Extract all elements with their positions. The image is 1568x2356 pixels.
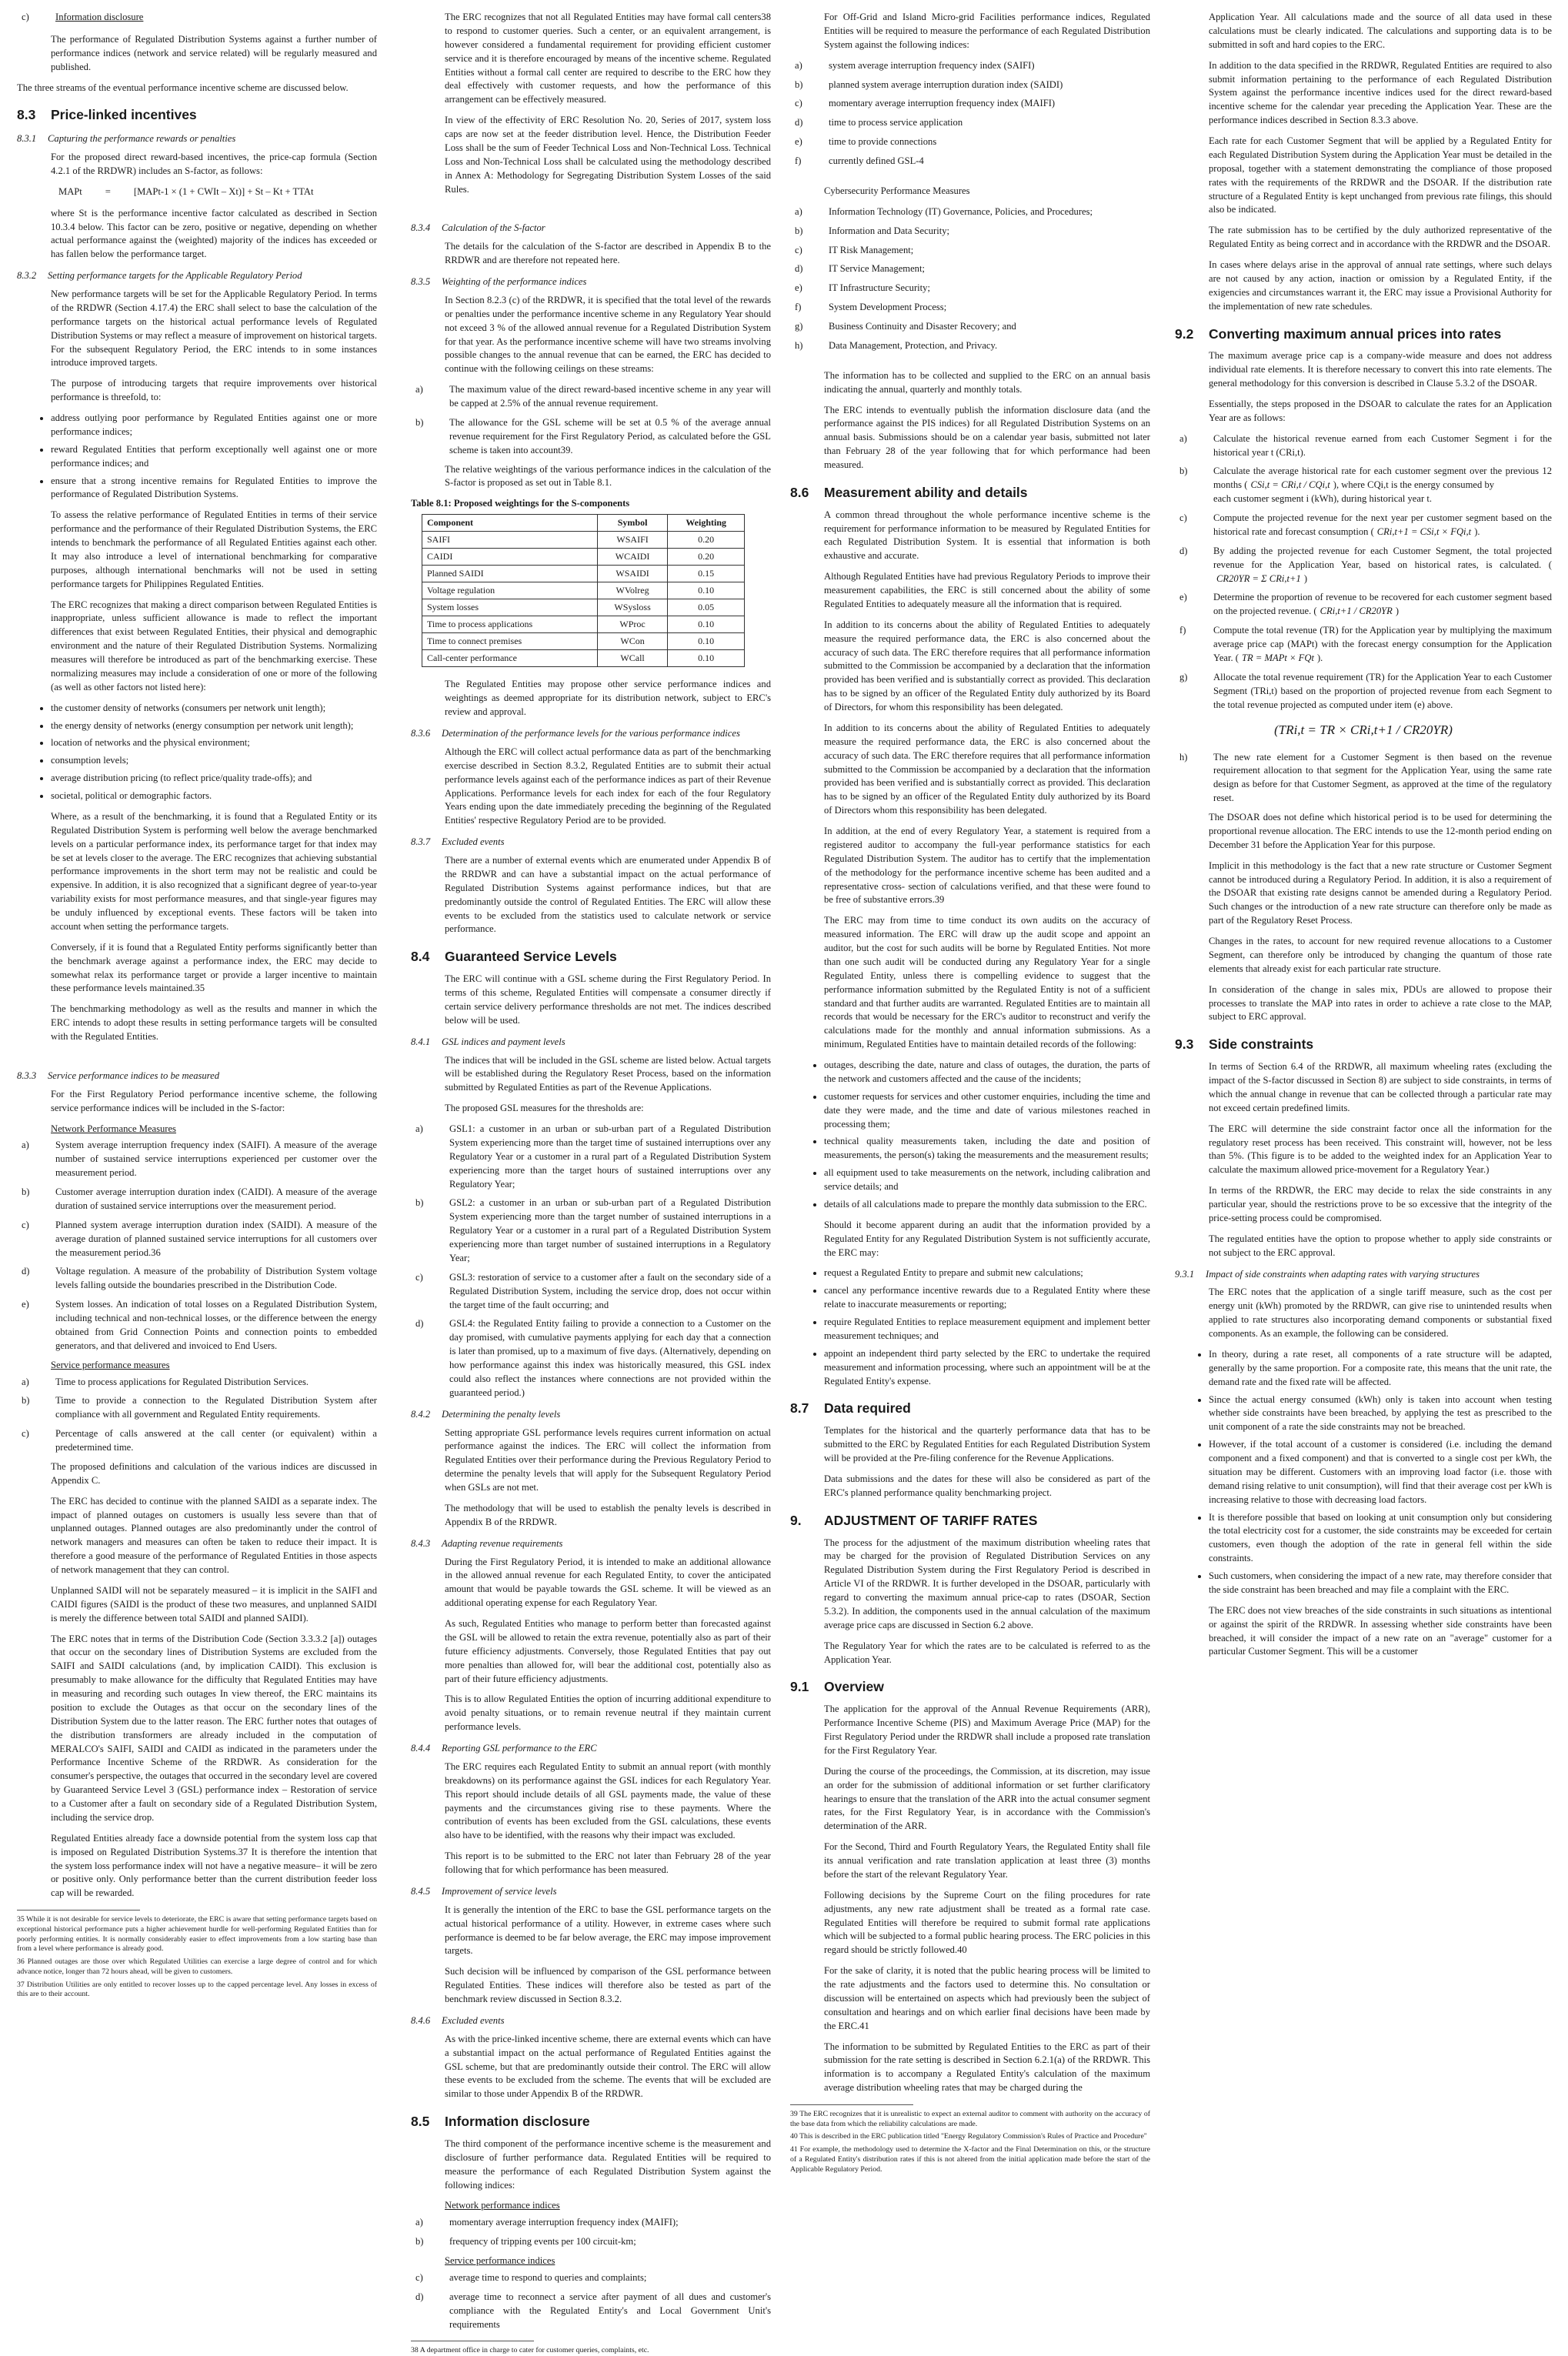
list-heading: Service performance measures [51,1359,170,1370]
section-heading: 9.2 Converting maximum annual prices into rates [1175,325,1502,342]
list-item: d) average time to reconnect a service after payment of all dues and customer's compliance with the Regulated Entity's and Local Government Unit's requirements [415,2291,771,2330]
paragraph: The three streams of the eventual performance incentive scheme are discussed below. [17,82,349,93]
paragraph: In terms of the RRDWR, the ERC may decide to relax the side constraints in any particular year, should the restrictions prove to be so excessive that the integrity of the price-setting process could be compromised. [1209,1185,1552,1223]
section-heading: 9.3 Side constraints [1175,1036,1314,1053]
paragraph: The proposed definitions and calculation of the various indices are discussed in Appendix C. [51,1460,377,1486]
section-heading: 8.7 Data required [790,1400,911,1417]
list-item: b) Calculate the average historical rate for each customer segment over the previous 12 months ( CSi,t = CRi,t / CQi,t ), where CQi,t is the energy consumed by each customer segment i (kWh), during historical year t. [1179,466,1552,505]
list-item: • details of all calculations made to prepare the monthly data submission to the ERC. [824,1198,1150,1212]
list-item: b) Customer average interruption duration index (CAIDI). A measure of the average duration of sustained service interruptions over the measurement period. [22,1186,377,1211]
paragraph: There are a number of external events which are enumerated under Appendix B of the RRDWR and can have a substantial impact on the actual performance of Regulated Distribution Systems against performance indices, but that are predominantly outside the control of Regulated Entities. The ERC will allow these events to be excluded from the statistics used to calculate network or service performance. [445,855,771,935]
column-3 [790,11,1150,2311]
column-2 [411,11,771,2355]
paragraph: The process for the adjustment of the maximum distribution wheeling rates that may be charged for the provision of Regulated Distribution Services on any Regulated Distribution System during the First Regulatory Period is described in Article VI of the RRDWR. It is further developed in the DSOAR, particularly with regard to converting the maximum annual price-cap to rates (DSOAR, Section 5.3.2). In addition, the components used in the annual calculation of the maximum average price caps are discussed in Section 6.2 above. [824,1537,1150,1630]
paragraph: The ERC may from time to time conduct its own audits on the accuracy of measured information. The ERC will draw up the audit scope and appoint an auditor, but the cost for such audits will be borne by Regulated Entities. Not more than one such audit will be conducted during any Regulatory Year for a single Regulated Entity, unless there is compelling evidence to suggest that the performance information submitted by the Regulated Entity is not of a sufficient standard and that further audits are warranted. Regulated Entities are to maintain all records that would be necessary for the ERC's auditor to reconstruct and verify the calculations made for the monthly and annual information submissions. As a minimum, Regulated Entities have to maintain detailed records of the following: [824,915,1150,1050]
subsection-heading: 8.3.7 Excluded events [411,836,505,848]
paragraph: It is generally the intention of the ERC to base the GSL performance targets on the actual historical performance of a utility. However, in extreme cases where such performance is deemed to be far below average, the ERC may impose improvement targets. [445,1904,771,1957]
list-item: c) GSL3: restoration of service to a customer after a fault on the secondary side of a Regulated Distribution System, including the service drop, does not occur within the target time of the fault occurring; and [415,1271,771,1310]
paragraph: The ERC has decided to continue with the planned SAIDI as a separate index. The impact of planned outages on customers is usually less severe than that of unplanned outages. Planned outages are also predominantly under the control of network managers and measures can often be taken to reduce their impact. It is therefore a good measure of the performance of Regulated Entities in those aspects of network management that they can control. [51,1495,377,1576]
paragraph: This report is to be submitted to the ERC not later than February 28 of the year following that for which performance has been measured. [445,1850,771,1875]
paragraph: For the Second, Third and Fourth Regulatory Years, the Regulated Entity shall file its annual verification and rate translation application at least three (3) months before the start of the relevant Regulatory Year. [824,1841,1150,1880]
list-item: • In theory, during a rate reset, all components of a rate structure will be adapted, generally by the same proportion. For a composite rate, this means that the unit rate, the demand rate and the fixed rate will be affected. [1209,1348,1552,1390]
list-item: • the energy density of networks (energy consumption per network unit length); [51,719,377,733]
list-item: a) system average interruption frequency index (SAIFI) [795,59,1035,71]
footnote: 40 This is described in the ERC publication titled "Energy Regulatory Commission's Rules of Practice and Procedure" [790,2132,1147,2141]
list-item: f) currently defined GSL-4 [795,155,924,166]
list-heading: Network performance indices [445,2200,560,2211]
paragraph: The application for the approval of the Annual Revenue Requirements (ARR), Performance Incentive Scheme (PIS) and Maximum Average Price (MAP) for the First Regulatory Period under the RRDWR shall include a proposed rate translation for the First Regulatory Year. [824,1704,1150,1756]
paragraph: The relative weightings of the various performance indices in the calculation of the S-factor is proposed as set out in Table 8.1. [445,463,771,489]
list-item: a) Information Technology (IT) Governance, Policies, and Procedures; [795,205,1093,217]
footnote: 39 The ERC recognizes that it is unrealistic to expect an external auditor to comment with authority on the accuracy of the base data from which the reliability calculations are made. [790,2110,1150,2128]
list-item: a) The maximum value of the direct reward-based incentive scheme in any year will be capped at 2.5% of the annual revenue requirement. [415,384,771,409]
paragraph: Following decisions by the Supreme Court on the filing procedures for rate adjustments, any new rate adjustment shall be treated as a formal rate case. Regulated Entities will therefore be required to submit formal rate applications which will be subjected to a formal public hearing process. The ERC policies in this regard should be strictly followed.40 [824,1889,1151,1956]
paragraph: Data submissions and the dates for these will also be considered as part of the ERC's planned performance quality benchmarking project. [824,1473,1150,1498]
list-item: • appoint an independent third party selected by the ERC to undertake the required measurement and information processing, where such an appointment will be at the Regulated Entity's expense. [824,1347,1150,1389]
section-heading: 8.5 Information disclosure [411,2114,590,2130]
list-item: b) frequency of tripping events per 100 circuit-km; [415,2236,636,2248]
subsection-heading: 8.3.2 Setting performance targets for the Applicable Regulatory Period [17,270,302,282]
list-item: d) Voltage regulation. A measure of the probability of Distribution System voltage levels falling outside the boundaries prescribed in the Distribution Code. [22,1266,377,1291]
list-item: h) The new rate element for a Customer Segment is then based on the revenue requirement allocation to that segment for the Application Year, using the same rate design as before for that Customer Segment, as approved at the time of the regulatory reset. [1179,751,1552,804]
paragraph: The ERC does not view breaches of the side constraints in such situations as intentional or against the spirit of the RRDWR. In assessing whether side constraints have been breached, it will consider the impact of a new rate on an "average" customer for a particular Customer Segment. This will be a customer [1209,1604,1552,1657]
paragraph: For the proposed direct reward-based incentives, the price-cap formula (Section 4.2.1 of the RRDWR) includes an S-factor, as follows: [51,152,377,176]
paragraph: During the course of the proceedings, the Commission, at its discretion, may issue an order for the submission of additional information or set further clarificatory hearings to ensure that the translation of the ARR into the actual consumer segment rates, for the First Regulatory Year, is in accordance with the Commission's determination of the ARR. [824,1765,1150,1832]
list-item: • outages, describing the date, nature and class of outages, the duration, the parts of the network and customers affected and the cause of the incidents; [824,1059,1150,1086]
list-item: e) time to provide connections [795,136,937,148]
list-item: b) The allowance for the GSL scheme will be set at 0.5 % of the average annual revenue requirement for the First Regulatory Period, as calculated before the GSL scheme is taken into account39. [415,416,771,456]
list-item: g) Business Continuity and Disaster Recovery; and [795,321,1016,332]
paragraph: In addition to its concerns about the ability of Regulated Entities to adequately measure the required performance data, the ERC is also concerned about the accuracy of such data. The ERC therefore requires that all performance information submitted to the Commission be accompanied by a declaration that the information provided has been verified and is substantially correct as provided. This declaration has to be signed by an officer of the Regulated Entity duly authorized by its Board of Directors whom this responsibility has been delegated. [824,722,1150,816]
formula: CR20YR = Σ CRi,t+1 [1216,572,1301,584]
list-item: • It is therefore possible that based on looking at unit consumption only but considering the total electricity cost for a customer, the side constraints may be exceeded for certain customers, even though the adoption of the rate in general fell within the side constraints. [1209,1511,1552,1567]
list-item: c) Compute the projected revenue for the next year per customer segment based on the historical rate and forecast consumption ( CRi,t+1 = CSi,t × FQi,t ). [1175,512,1552,539]
subsection-heading: 8.4.3 Adapting revenue requirements [411,1537,563,1549]
paragraph: In cases where delays arise in the approval of annual rate settings, where such delays are not caused by any action, inaction or omission by a Regulated Entity, if the exigencies and circumstances warrant it, the ERC may issue a Provisional Authority for the implementation of new rate schedules. [1209,259,1552,312]
list-item: a) Time to process applications for Regulated Distribution Services. [22,1376,309,1387]
paragraph: Implicit in this methodology is the fact that a new rate structure or Customer Segment cannot be introduced during a Regulatory Period. In addition, it is also a requirement of the DSOAR that existing rate designs cannot be amended during a Regulatory Period. Such changes or the introduction of a new rate structure can therefore only be made as part of the Regulatory Reset Process. [1209,859,1552,926]
price-cap-formula: MAPt = [MAPt-1 × (1 + CWIt – Xt)] + St – Kt + TTAt [58,185,314,197]
paragraph: The performance of Regulated Distribution Systems against a further number of performance indices (network and service related) will be regularly measured and published. [51,33,377,72]
paragraph: The Regulatory Year for which the rates are to be calculated is referred to as the Application Year. [824,1640,1150,1665]
table-row: CAIDI WCAIDI 0.20 [422,549,745,566]
list-item: • reward Regulated Entities that perform exceptionally well against one or more performance indices; and [51,443,377,471]
paragraph: The ERC notes that in terms of the Distribution Code (Section 3.3.3.2 [a]) outages that occur on the secondary lines of Distribution Systems are excluded from the SAIFI and SAIDI calculations (and, by implication CAIDI). This exclusion is presumably to make allowance for the difficulty that Regulated Entities may have in measuring and recording such outages In view thereof, the ERC maintains its position to exclude the Outages as that occur on the secondary lines of the Distribution System due to the latter reason. The ERC further notes that outages of the distribution transformers are already included in the computation of MERALCO's SAIFI, SAIDI and CAIDI as indicated in the parameters under the Performance Incentive Scheme of the RRDWR. As consideration for the consumer's perspective, the outages that occurred in the secondary level are covered by Guaranteed Service Level 3 (GSL) performance index – Restoration of service to a Customer after a fault on secondary side of a Regulated Distribution System, including the service drop. [51,1633,377,1823]
column-1 [17,11,377,2311]
paragraph: The Regulated Entities may propose other service performance indices and weightings as deemed appropriate for its distribution network, subject to ERC's review and approval. [445,679,771,718]
paragraph: For the First Regulatory Period performance incentive scheme, the following service performance indices will be included in the S-factor: [51,1088,377,1113]
table-row: Planned SAIDI WSAIDI 0.15 [422,566,745,582]
formula: CRi,t+1 = CSi,t × FQi,t [1376,526,1472,537]
section-heading: 8.3 Price-linked incentives [17,107,197,123]
bullet-list [17,412,377,502]
paragraph: The proposed GSL measures for the thresholds are: [445,1103,644,1114]
paragraph: where St is the performance incentive factor calculated as described in Section 10.3.4 below. This factor can be zero, positive or negative, depending on whether actual performance against the (weighted) majority of the indices has exceeded or has fallen below the performance target. [51,207,377,260]
paragraph: In addition to the data specified in the RRDWR, Regulated Entities are required to also submit information pertaining to the performance of each Regulated Distribution System against the performance incentive indices used for the direct reward-based incentive scheme for the calendar year preceding the Application Year. These are the performance indices described in Section 8.3.3 above. [1209,59,1552,126]
list-item: d) By adding the projected revenue for each Customer Segment, the total projected revenue for the Application Year, based on historical rates, is calculated. (CR20YR = Σ CRi,t+1 ) [1175,545,1552,586]
paragraph: The third component of the performance incentive scheme is the measurement and disclosure of further performance data. Regulated Entities will be required to measure the performance of each Regulated Distribution System against the following indices: [445,2137,771,2191]
paragraph: The indices that will be included in the GSL scheme are listed below. Actual targets will be established during the Regulatory Reset Process, based on the information submitted by Regulated Entities as part of the Revenue Applications. [445,1054,771,1093]
list-item: • average distribution pricing (to reflect price/quality trade-offs); and [51,772,377,786]
paragraph: In terms of Section 6.4 of the RRDWR, all maximum wheeling rates (excluding the impact of the S-factor discussed in Section 8) are subject to side constraints, in terms of which the annual change in revenue that can be collected through a particular rate may not exceed certain predefined limits. [1209,1061,1552,1113]
list-item: e) Determine the proportion of revenue to be recovered for each customer segment based on the projected revenue. ( CRi,t+1 / CR20YR ) [1175,591,1552,619]
footnote: 36 Planned outages are those over which Regulated Utilities can exercise a large degree of control and for which advance notice, longer than 72 hours ahead, will be given to customers. [17,1957,377,1976]
list-item: • location of networks and the physical environment; [51,736,377,750]
paragraph: Application Year. All calculations made and the source of all data used in these calculations must be clearly indicated. The calculations and supporting data is to be submitted in soft and hard copies to the ERC. [1209,12,1552,50]
list-item: d) time to process service application [795,117,963,128]
paragraph: The ERC will continue with a GSL scheme during the First Regulatory Period. In terms of this scheme, Regulated Entities will compensate a consumer directly if certain service delivery performance thresholds are not met. The indices described below will be used. [445,973,771,1026]
bullet-list [790,1266,1150,1388]
formula: TR = MAPt × FQt [1242,652,1314,663]
table-row: Time to connect premises WCon 0.10 [422,633,745,650]
list-item: • address outlying poor performance by Regulated Entities against one or more performance indices; [51,412,377,439]
footnote-divider [790,2104,913,2105]
list-item: • Since the actual energy consumed (kWh) only is taken into account when testing whether side constraints have been breached, by applying the test as prescribed to the unit component of a rate the side constraints may not be breached. [1209,1393,1552,1435]
paragraph: The details for the calculation of the S-factor are described in Appendix B to the RRDWR and are therefore not repeated here. [445,241,771,266]
paragraph: Should it become apparent during an audit that the information provided by a Regulated Entity for any Regulated Distribution System is not sufficiently accurate, the ERC may: [824,1219,1150,1258]
list-item: • cancel any performance incentive rewards due to a Regulated Entity where these relate to inaccurate measurements or reporting; [824,1284,1150,1312]
paragraph: In addition, at the end of every Regulatory Year, a statement is required from a registered auditor to accompany the full-year performance statistics for each Regulated Distribution System. The auditor has to certify that the implementation of the methodology for the performance incentive scheme has been audited and a representative cross- section of calculations verified, and that these were found to be free of substantive errors.39 [824,826,1150,906]
weightings-table [422,514,745,667]
list-item: c) momentary average interruption frequency index (MAIFI) [795,98,1056,109]
paragraph: The benchmarking methodology as well as the results and manner in which the ERC intends to adopt these results in setting performance targets will be consulted with the Regulated Entities. [51,1003,377,1043]
list-item: • require Regulated Entities to replace measurement equipment and implement better measurement techniques; and [824,1316,1150,1343]
paragraph: This is to allow Regulated Entities the option of incurring additional expenditure to avoid penalty situations, or to remain revenue neutral if they maintain current performance levels. [445,1694,771,1733]
paragraph: The information to be submitted by Regulated Entities to the ERC as part of their submission for the rate setting is described in Section 6.2.1(a) of the RRDWR. This information is to accompany a Regulated Entity's calculation of the maximum average distribution wheeling rates that may be charged during the [824,2041,1150,2094]
list-item: f) Compute the total revenue (TR) for the Application year by multiplying the maximum average price cap (MAPt) with the forecast energy consumption for the Application Year. ( TR = MAPt × FQt ). [1175,624,1552,666]
table-row: Call-center performance WCall 0.10 [422,650,745,667]
paragraph: Such decision will be influenced by comparison of the GSL performance between Regulated Entities. These indices will therefore also be tested as part of the benchmark review discussed in Section 8.3.2. [445,1966,771,2004]
list-item: f) System Development Process; [795,302,947,313]
list-item: • the customer density of networks (consumers per network unit length); [51,702,377,716]
allocation-formula: (TRi,t = TR × CRi,t+1 / CR20YR) [1274,722,1453,738]
subsection-heading: 8.3.1 Capturing the performance rewards or penalties [17,133,236,145]
list-heading: Service performance indices [445,2255,555,2267]
paragraph: The maximum average price cap is a company-wide measure and does not address individual rate elements. It is therefore necessary to convert this into rate elements. The general methodology for this conversion is described in Clause 5.3.2 of the DSOAR. [1209,350,1552,389]
list-item: d) GSL4: the Regulated Entity failing to provide a connection to a Customer on the day promised, with cumulative payments applying for each day that a connection is later than promised, up to a maximum of five days. (Alternatively, depending on how performance against this index was historically measured, this GSL index could also reflect the instances where connections are not provided within the guaranteed period.) [415,1318,771,1398]
list-heading: Network Performance Measures [51,1123,176,1134]
list-item: e) IT Infrastructure Security; [795,282,930,294]
paragraph: The purpose of introducing targets that require improvements over historical performance is threefold, to: [51,378,377,403]
table-header: Component [422,515,598,532]
paragraph: Changes in the rates, to account for new required revenue allocations to a Customer Segment, can therefore only be introduced by changing the quantum of those rate elements that already exist for each particular rate structure. [1209,936,1552,974]
paragraph: The information has to be collected and supplied to the ERC on an annual basis indicating the annual, quarterly and monthly totals. [824,369,1150,395]
list-item: • request a Regulated Entity to prepare and submit new calculations; [824,1266,1150,1280]
list-item: a) GSL1: a customer in an urban or sub-urban part of a Regulated Distribution System experiencing more than the target time of sustained interruptions over any Regulatory Year or a customer in a rural part of a Regulated Distribution System experiencing more than the target hours of sustained interruptions over any Regulatory Year; [415,1123,771,1190]
subsection-heading: 8.4.2 Determining the penalty levels [411,1408,561,1420]
paragraph: The DSOAR does not define which historical period is to be used for determining the proportional revenue allocation. The ERC intends to use the 12-month period ending on December 31 before the Application Year for this purpose. [1209,812,1552,850]
list-item: a) System average interruption frequency index (SAIFI). A measure of the average number of sustained service interruptions experienced per customer over the measurement period. [22,1140,377,1179]
list-item: d) IT Service Management; [795,263,925,275]
paragraph: In addition to its concerns about the ability of Regulated Entities to adequately measure the required performance data, the ERC is also concerned about the accuracy of such data. The ERC therefore requires that all performance information submitted to the Commission be accompanied by a declaration that the information provided has been verified and is substantially correct as provided. This declaration has to be signed by an officer of the Regulated Entity duly authorized by its Board of Directors, for whom this responsibility has been delegated. [824,619,1150,713]
list-item: e) System losses. An indication of total losses on a Regulated Distribution System, including technical and non-technical losses, or the difference between the energy obtained from Grid Connection Points and connection points to embedded generators, and that delivered and invoiced to End Users. [22,1299,377,1351]
paragraph: Although the ERC will collect actual performance data as part of the benchmarking exercise described in Section 8.3.2, Regulated Entities are to submit their actual performance levels against each of the performance indices as part of their Revenue Applications. Performance levels for each index for each of the four Regulatory Years ending upon the date immediately preceding the beginning of the Regulated Entities' respective Regulatory Period are to be provided. [445,746,771,826]
table-caption: Table 8.1: Proposed weightings for the S-components [411,498,630,509]
list-item: c) IT Risk Management; [795,244,914,255]
paragraph: In view of the effectivity of ERC Resolution No. 20, Series of 2017, system loss caps are now set at the feeder distribution level. Hence, the Distribution Feeder Loss shall be the sum of Feeder Technical Loss and Non-Technical Loss. Technical Loss and Non-Technical Loss shall be calculated using the methodology described in Annex A: Methodology for Segregating Distribution System Losses of the said Rules. [445,115,771,195]
footnote: 41 For example, the methodology used to determine the X-factor and the Final Determination on this, or the structure of a Regulated Entity's distribution rates if this is not altered from the initial application made before the start of the Applicable Regulatory Period. [790,2145,1150,2174]
paragraph: Where, as a result of the benchmarking, it is found that a Regulated Entity or its Regulated Distribution System is performing well below the average benchmarked levels on a particular performance index, its performance target for that index may be set at levels closer to the average. The ERC recognizes that achieving substantial performance improvements in the short term may not be realistic and could be expensive. In addition, it is also recognized that a significant degree of year-to-year variability exists for most performance measures, and that single-year figures may be unduly influenced by exceptional events. These factors will be taken into account when setting the performance targets. [51,810,377,932]
section-heading: 9.1 Overview [790,1679,884,1695]
paragraph: To assess the relative performance of Regulated Entities in terms of their service performance and the performance of their Regulated Distribution Systems, the ERC intends to benchmark the performance of all Regulated Entities against each other. It may also introduce a level of international benchmarking for comparative purposes, although international benchmarks will not be used in setting performance targets for Philippines Regulated Entities. [51,509,377,589]
paragraph: The rate submission has to be certified by the duly authorized representative of the Regulated Entity as being correct and in accordance with the RRDWR and the DSOAR. [1209,225,1552,250]
table-header: Weighting [668,515,745,532]
paragraph: Each rate for each Customer Segment that will be applied by a Regulated Entity for each Regulated Distribution System during the Application Year must be detailed in the proposal, together with a statement demonstrating the compliance of those proposed rates with the requirements of the RRDWR and the DSOAR. If the distribution rate structure of a Regulated Entity is kept unchanged from previous rate filings, this should also be indicated. [1209,135,1552,215]
paragraph: The ERC intends to eventually publish the information disclosure data (and the performance against the PIS indices) for all Regulated Distribution Systems on an annual basis. Submissions should be on a calendar year basis, submitted not later than February 28 of the year following that for which performance had been measured. [824,404,1150,470]
paragraph: Although Regulated Entities have had previous Regulatory Periods to improve their measurement capabilities, the ERC is still concerned about the ability of some Regulated Entities to adequately measure all the information that is required. [824,571,1150,609]
subsection-heading: 8.4.4 Reporting GSL performance to the ERC [411,1743,597,1754]
list-item: g) Allocate the total revenue requirement (TR) for the Application Year to each Customer Segment (TRi,t) based on the proportion of projected revenue from each Segment to the total revenue projected as computed under item (e) above. [1179,671,1552,710]
list-item: • Such customers, when considering the impact of a new rate, may therefore consider that the side constraint has been breached and may file a complaint with the ERC. [1209,1570,1552,1597]
paragraph: The methodology that will be used to establish the penalty levels is described in Appendix B of the RRDWR. [445,1502,771,1527]
list-item: a) Calculate the historical revenue earned from each Customer Segment i for the historical year t (CRi,t). [1179,432,1552,458]
list-item: • customer requests for services and other customer enquiries, including the time and date they were made, and the time and date of various milestones reached in processing them; [824,1090,1150,1132]
bullet-list [790,1059,1150,1212]
list-heading: Cybersecurity Performance Measures [824,185,970,196]
table-row: Time to process applications WProc 0.10 [422,616,745,633]
paragraph: As with the price-linked incentive scheme, there are external events which can have a substantial impact on the actual performance of Regulated Entities against the GSL scheme, but that are predominantly outside their control. The ERC will allow these events to be excluded from the scheme. The events that will be excluded are similar to those under Appendix B of the RRDWR. [445,2033,771,2100]
subsection-heading: 8.3.4 Calculation of the S-factor [411,222,545,234]
list-item: • ensure that a strong incentive remains for Regulated Entities to improve the performance of Regulated Distribution Systems. [51,475,377,502]
paragraph: Essentially, the steps proposed in the DSOAR to calculate the rates for an Application Year are as follows: [1209,398,1552,423]
table-row: SAIFI WSAIFI 0.20 [422,532,745,549]
paragraph: For Off-Grid and Island Micro-grid Facilities performance indices, Regulated Entities will be required to measure the performance of each Regulated Distribution System against the following indices: [824,12,1150,50]
list-item: • technical quality measurements taken, including the date and position of measurements, the person(s) taking the measurements and the measurement results; [824,1135,1150,1163]
list-item: • consumption levels; [51,754,377,768]
subsection-heading: 8.4.1 GSL indices and payment levels [411,1036,565,1047]
paragraph: In consideration of the change in sales mix, PDUs are allowed to propose their processes to translate the MAP into rates in order to achieve a rate close to the MAP, subject to ERC approval. [1209,983,1552,1023]
list-item: c) Planned system average interruption duration index (SAIDI). A measure of the average duration of planned sustained service interruptions for all customers over the measurement period.36 [22,1219,377,1258]
paragraph: The ERC requires each Regulated Entity to submit an annual report (with monthly breakdowns) on its performance against the GSL indices for each Regulatory Year. This report should include details of all GSL payments made, the value of these payments and the circumstances giving rise to these payments. Where the contribution of events has been excluded from the GSL calculations, these events also have to be identified, with the reasons why their impact was excluded. [445,1760,771,1841]
list-item: b) Time to provide a connection to the Regulated Distribution System after compliance with all government and Regulated Entity requirements. [22,1395,377,1420]
list-item: b) planned system average interruption duration index (SAIDI) [795,78,1063,90]
paragraph: The regulated entities have the option to propose whether to apply side constraints or not subject to the ERC approval. [1209,1233,1552,1258]
section-heading: 9. ADJUSTMENT OF TARIFF RATES [790,1512,1038,1528]
section-heading: 8.6 Measurement ability and details [790,484,1028,500]
subsection-heading: 8.4.6 Excluded events [411,2014,505,2026]
list-item: b) Information and Data Security; [795,225,950,236]
paragraph: New performance targets will be set for the Applicable Regulatory Period. In terms of the RRDWR (Section 4.17.4) the ERC shall select to base the calculation of the performance targets on the historical actual performance levels of Regulated Distribution Systems or may reflect a measure of improvement on historical targets. For the subsequent Regulatory Period, the ERC intends to in some instances introduce improved targets. [51,289,377,369]
subsection-heading: 8.3.6 Determination of the performance levels for the various performance indices [411,728,740,739]
paragraph: Unplanned SAIDI will not be separately measured – it is implicit in the SAIFI and CAIDI figures (SAIDI is the product of these two measures, and unplanned SAIDI is merely the difference between total SAIDI and planned SAIDI). [51,1584,377,1624]
list-item: h) Data Management, Protection, and Privacy. [795,339,998,351]
list-item: c) average time to respond to queries and complaints; [415,2271,647,2283]
subsection-heading: 8.4.5 Improvement of service levels [411,1885,557,1897]
section-heading: 8.4 Guaranteed Service Levels [411,949,617,965]
list-item: • all equipment used to take measurements on the network, including calibration and service details; and [824,1166,1150,1194]
paragraph: The ERC will determine the side constraint factor once all the information for the regulatory reset process has been received. This constraint will, however, not be less than 5%. (This figure is to be added to the weighted index for an Application Year to calculate the maximum allowed price-movement for a Regulatory Year.) [1209,1123,1552,1176]
paragraph: During the First Regulatory Period, it is intended to make an additional allowance in the allowed annual revenue for each Regulated Entity, to cover the anticipated amount that would be payable towards the GSL scheme. It will be viewed as an additional operating expense for each Regulatory Year. [445,1556,771,1609]
paragraph: Setting appropriate GSL performance levels requires current information on actual performance against the indices. The ERC will collect the information from Regulated Entities over their performance during the Previous Regulatory Period to determine the penalty levels that will apply for the Subsequent Regulatory Period when GSLs are not met. [445,1427,771,1493]
paragraph: Templates for the historical and the quarterly performance data that has to be submitted to the ERC by Regulated Entities for each Regulated Distribution System will be provided at the Pre-filing conference for the Revenue Applications. [824,1425,1150,1464]
list-item: • However, if the total account of a customer is considered (i.e. including the demand component and a fixed component) and that is converted to a single cost per kWh, the situation may be different. Customers with an improving load factor (i.e. those with demand rising relative to unit consumption), will find that their average cost per kWh is increasing relative to those with decreasing load factors. [1209,1438,1552,1507]
paragraph: The ERC recognizes that making a direct comparison between Regulated Entities is inappropriate, unless sufficient allowance is made to reflect the important differences that exist between Regulated Entities, their physical and demographic environment and the nature of their Regulated Distribution Systems. Normalizing measures will therefore be introduced as part of the benchmarking exercise. These normalizing measures may include a consideration of one or more of the following (as well as other factors not listed here): [51,599,377,692]
formula: CSi,t = CRi,t / CQi,t [1250,479,1330,491]
footnote: 38 A department office in charge to cater for customer queries, complaints, etc. [411,2346,649,2355]
list-item: a) momentary average interruption frequency index (MAIFI); [415,2217,679,2228]
subsection-heading: 8.3.3 Service performance indices to be measured [17,1070,220,1081]
paragraph: Regulated Entities already face a downside potential from the system loss cap that is imposed on Regulated Distribution Systems.37 It is therefore the intention that the system loss performance index will not have a negative measure– it will be zero or positive only. Only performance better than the current distribution feeder loss cap will be rewarded. [51,1832,377,1899]
paragraph: As such, Regulated Entities who manage to perform better than forecasted against the GSL will be allowed to retain the extra revenue, potentially also as part of their future efficiency adjustments. Conversely, those Regulated Entities that pay out more penalties than allowed for, will bear the additional cost, potentially also as part of their future efficiency adjustments. [445,1618,771,1684]
paragraph: The ERC notes that the application of a single tariff measure, such as the cost per energy unit (kWh) promoted by the RRDWR, can give rise to unintended results when applied to rate structures also incorporating demand components or substantial fixed components. As an example, the following can be considered. [1209,1286,1552,1340]
column-4 [1175,11,1552,2311]
paragraph: Conversely, if it is found that a Regulated Entity performs significantly better than the benchmark average against a performance index, the ERC may decide to somewhat relax its performance target or provide a larger incentive to maintain these performance levels maintained.35 [51,941,377,994]
list-item: c) Percentage of calls answered at the call center (or equivalent) within a predetermined time. [22,1428,377,1453]
footnote: 37 Distribution Utilities are only entitled to recover losses up to the capped percentage level. Any losses in excess of this are to their account. [17,1980,377,1999]
footnote: 35 While it is not desirable for service levels to deteriorate, the ERC is aware that setting performance targets based on exceptional historical performance puts a higher achievement hurdle for well-performing Regulated Entities than for poorly performing entities. It is normally considerably easier to effect improvements from a low starting base than from a level where performance is already good. [17,1915,377,1954]
table-row: Voltage regulation WVolreg 0.10 [422,582,745,599]
list-item: • societal, political or demographic factors. [51,789,377,803]
subsection-heading: 9.3.1 Impact of side constraints when adapting rates with varying structures [1175,1268,1480,1280]
paragraph: In Section 8.2.3 (c) of the RRDWR, it is specified that the total level of the rewards or penalties under the performance incentive scheme in any Regulatory Year should not exceed 3 % of the allowed annual revenue for a Regulated Distribution System for that year. As the performance incentive scheme will have two streams involving possible changes to the annual revenue that can be earned, the ERC has decided to continue with the following ceilings on these streams: [445,294,771,375]
paragraph: A common thread throughout the whole performance incentive scheme is the requirement for performance information to be measured by Regulated Entities for each Regulated Distribution System. It is essential that information is both exhaustive and accurate. [824,509,1150,562]
paragraph: The ERC recognizes that not all Regulated Entities may have formal call centers38 to respond to customer queries. Such a center, or an equivalent arrangement, is however considered a fundamental requirement for providing efficient customer service and it is therefore encouraged by means of the incentive scheme. Regulated Entities without a formal call center are required to describe to the ERC how they deal effectively with customer requests, and how the performance of this arrangement can be effectively measured. [445,12,771,105]
subsection-heading: 8.3.5 Weighting of the performance indices [411,276,587,287]
bullet-list [17,702,377,803]
table-header: Symbol [597,515,668,532]
bullet-list [1175,1348,1552,1597]
list-item: b) GSL2: a customer in an urban or sub-urban part of a Regulated Distribution System experiencing more than the target number of sustained interruptions in a Regulatory Year or a customer in a rural part of a Regulated Distribution System experiencing more than target number of sustained interruptions in a Regulatory Year; [415,1197,771,1263]
table-row: System losses WSysloss 0.05 [422,599,745,616]
list-item: c) Information disclosure [22,12,144,22]
paragraph: For the sake of clarity, it is noted that the public hearing process will be limited to the rate adjustments and the factors used to determine this. No consultation or discussion will be entertained on aspects which had previously been the subject of consultation and hearings and on which earlier final decisions have been made by the ERC.41 [824,1965,1150,2031]
formula: CRi,t+1 / CR20YR [1319,606,1393,617]
